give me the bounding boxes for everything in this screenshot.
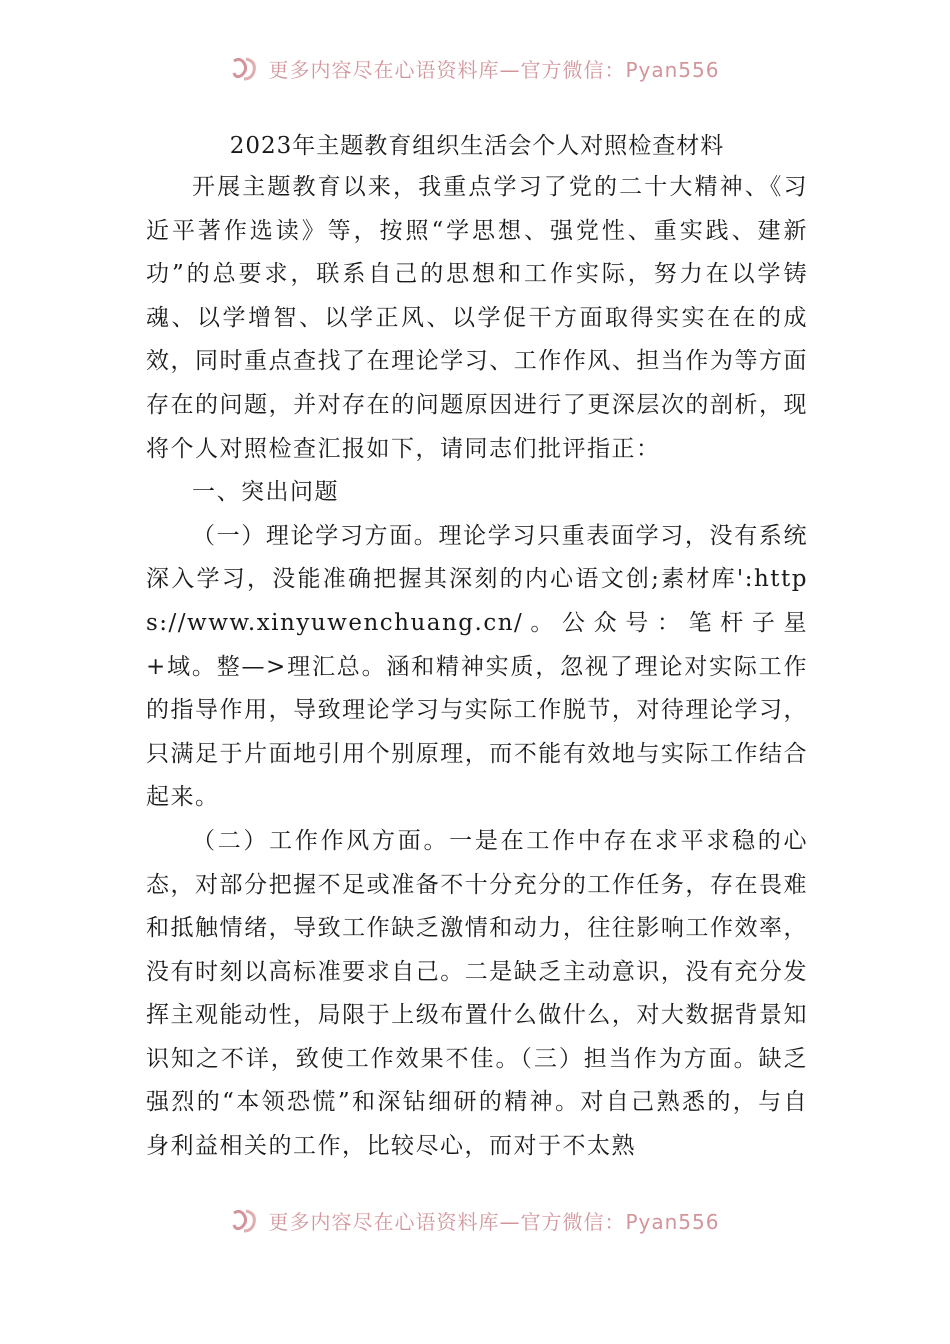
document-title: 2023年主题教育组织生活会个人对照检查材料 — [229, 133, 725, 159]
theory-study-paragraph: （一）理论学习方面。理论学习只重表面学习，没有系统深入学习，没能准确把握其深刻的内心语文创;素材库':https://www.xinyuwenchuang.cn/。公众号：笔杆子星+域。整—>理汇总。涵和精神实质，忽视了理论对实际工作的指导作用，导致理论学习与实际工作脱节，对待理论学习，只满足于片面地引用个别原理，而不能有效地与实际工作结合起来。 — [146, 522, 808, 811]
work-style-paragraph: （二）工作作风方面。一是在工作中存在求平求稳的心态，对部分把握不足或准备不十分充分的工作任务，存在畏难和抵触情绪，导致工作缺乏激情和动力，往往影响工作效率，没有时刻以高标准要求自己。二是缺乏主动意识，没有充分发挥主观能动性，局限于上级布置什么做什么，对大数据背景知识知之不详，致使工作效果不佳。（三）担当作为方面。缺乏强烈的“本领恐慌”和深钻细研的精神。对自己熟悉的，与自身利益相关的工作，比较尽心，而对于不太熟 — [146, 827, 808, 1160]
intro-paragraph: 开展主题教育以来，我重点学习了党的二十大精神、《习近平著作选读》等，按照“学思想、强党性、重实践、建新功”的总要求，联系自己的思想和工作实际，努力在以学铸魂、以学增智、以学正风、以学促干方面取得实实在在的成效，同时重点查找了在理论学习、工作作风、担当作为等方面存在的问题，并对存在的问题原因进行了更深层次的剖析，现将个人对照检查汇报如下，请同志们批评指正： — [146, 174, 808, 462]
watermark-text: 更多内容尽在心语资料库—官方微信：Pyan556 — [268, 57, 720, 82]
header-watermark — [0, 48, 950, 88]
document-body — [146, 126, 808, 1169]
brand-logo-icon — [230, 55, 262, 81]
brand-logo-icon — [230, 1207, 262, 1233]
section-heading: 一、突出问题 — [192, 479, 339, 506]
footer-watermark — [0, 1200, 950, 1240]
watermark-text: 更多内容尽在心语资料库—官方微信：Pyan556 — [268, 1209, 720, 1234]
